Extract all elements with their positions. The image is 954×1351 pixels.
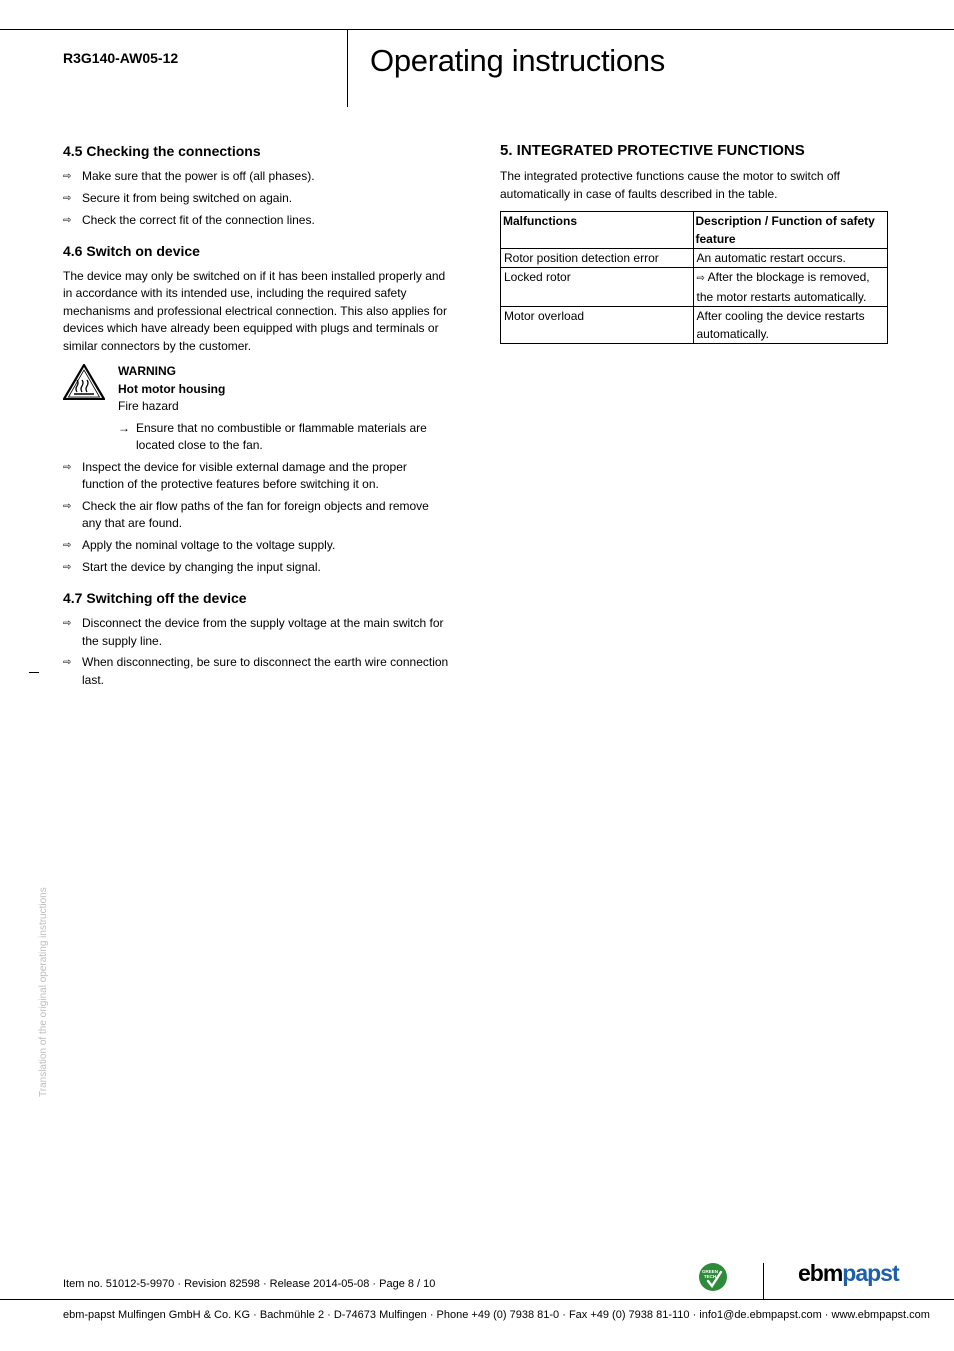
- section-heading-5: 5. INTEGRATED PROTECTIVE FUNCTIONS: [500, 142, 805, 159]
- right-arrow-icon: →: [118, 420, 130, 435]
- section-heading-4-7: 4.7 Switching off the device: [63, 590, 247, 606]
- list-item: ⇨ Disconnect the device from the supply voltage at the main switch for the supply line.: [63, 616, 444, 648]
- sidebar-text: Translation of the original operating instructions: [38, 887, 49, 1097]
- logo-part-papst: papst: [842, 1260, 899, 1286]
- double-arrow-icon: ⇨: [696, 273, 705, 284]
- double-arrow-icon: ⇨: [63, 618, 72, 629]
- table-cell: An automatic restart occurs.: [693, 249, 888, 268]
- list-item: ⇨ Make sure that the power is off (all phases).: [63, 168, 451, 186]
- list-item: ⇨ Start the device by changing the input signal.: [63, 559, 451, 577]
- page-title: Operating instructions: [370, 43, 665, 78]
- table-header-row: [501, 212, 888, 249]
- ebmpapst-logo: [798, 1260, 899, 1287]
- paragraph-switch-on: The device may only be switched on if it has been installed properly and in accordance with its intended use, including the required safety mechanisms and professional electrical connection. This also applies for devices which have already been equipped with plugs and terminals or similar connectors by the customer.: [63, 268, 447, 353]
- warning-label: WARNING: [118, 364, 176, 378]
- double-arrow-icon: ⇨: [63, 657, 72, 668]
- table-cell: ⇨ After the blockage is removed, the motor restarts automatically.: [693, 268, 888, 307]
- table-cell: Motor overload: [501, 307, 694, 344]
- logo-part-ebm: ebm: [798, 1260, 843, 1286]
- list-item: ⇨ Apply the nominal voltage to the voltage supply.: [63, 537, 451, 555]
- double-arrow-icon: ⇨: [63, 461, 72, 473]
- list-item: ⇨ Secure it from being switched on again.: [63, 190, 451, 208]
- table-row: [501, 268, 888, 307]
- badge-line2: TECH: [703, 1274, 717, 1279]
- item-line: Item no. 51012-5-9970 · Revision 82598 · Release 2014-05-08 · Page 8 / 10: [63, 1278, 436, 1290]
- left-column: [63, 142, 451, 689]
- warning-hazard: Fire hazard: [118, 399, 179, 413]
- warning-step: → Ensure that no combustible or flammable materials are located close to the fan.: [118, 420, 427, 452]
- table-row: [501, 249, 888, 268]
- checklist-4-7: [63, 615, 451, 689]
- badge-line1: GREEN: [701, 1269, 719, 1274]
- logo-separator: [763, 1263, 764, 1299]
- warning-subject: Hot motor housing: [118, 381, 226, 396]
- footer-rule: [0, 1299, 954, 1300]
- double-arrow-icon: ⇨: [63, 215, 72, 226]
- double-arrow-icon: ⇨: [63, 539, 72, 551]
- margin-tick: [29, 672, 39, 673]
- list-item: ⇨ When disconnecting, be sure to disconnect the earth wire connection last.: [63, 655, 449, 687]
- table-row: [501, 307, 888, 344]
- double-arrow-icon: ⇨: [63, 193, 72, 204]
- model-number: R3G140-AW05-12: [63, 50, 179, 66]
- header-top-rule: [0, 29, 954, 30]
- double-arrow-icon: ⇨: [63, 500, 72, 512]
- double-arrow-icon: ⇨: [63, 171, 72, 182]
- table-header-cell: Description / Function of safety feature: [693, 212, 888, 249]
- table-cell: Rotor position detection error: [501, 249, 694, 268]
- company-footer: ebm-papst Mulfingen GmbH & Co. KG · Bachmühle 2 · D-74673 Mulfingen · Phone +49 (0) 7938 81-0 · Fax +49 (0) 7938 81-110 · info1@de.ebmpapst.com · www.ebmpapst.com: [63, 1309, 930, 1321]
- double-arrow-icon: ⇨: [63, 561, 72, 573]
- section-heading-4-6: 4.6 Switch on device: [63, 242, 200, 259]
- protective-functions-table: [500, 211, 888, 344]
- table-cell: Locked rotor: [501, 268, 694, 307]
- green-tech-badge-icon: [698, 1262, 728, 1292]
- table-header-cell: Malfunctions: [501, 212, 694, 249]
- hot-surface-warning-icon: [63, 364, 105, 400]
- header-separator: [347, 30, 348, 107]
- checklist-4-5: [63, 168, 451, 230]
- right-column: [500, 142, 888, 344]
- table-cell: After cooling the device restarts automatically.: [693, 307, 888, 344]
- warning-block: [63, 363, 451, 455]
- list-item: ⇨ Check the correct fit of the connection lines.: [63, 212, 451, 230]
- section-heading-4-5: 4.5 Checking the connections: [63, 143, 261, 159]
- checklist-4-6: [63, 459, 451, 577]
- list-item: ⇨ Inspect the device for visible external damage and the proper function of the protective features before switching it on.: [63, 459, 407, 491]
- list-item: ⇨ Check the air flow paths of the fan for foreign objects and remove any that are found.: [63, 498, 429, 530]
- paragraph-protective: The integrated protective functions cause the motor to switch off automatically in case of faults described in the table.: [500, 169, 840, 201]
